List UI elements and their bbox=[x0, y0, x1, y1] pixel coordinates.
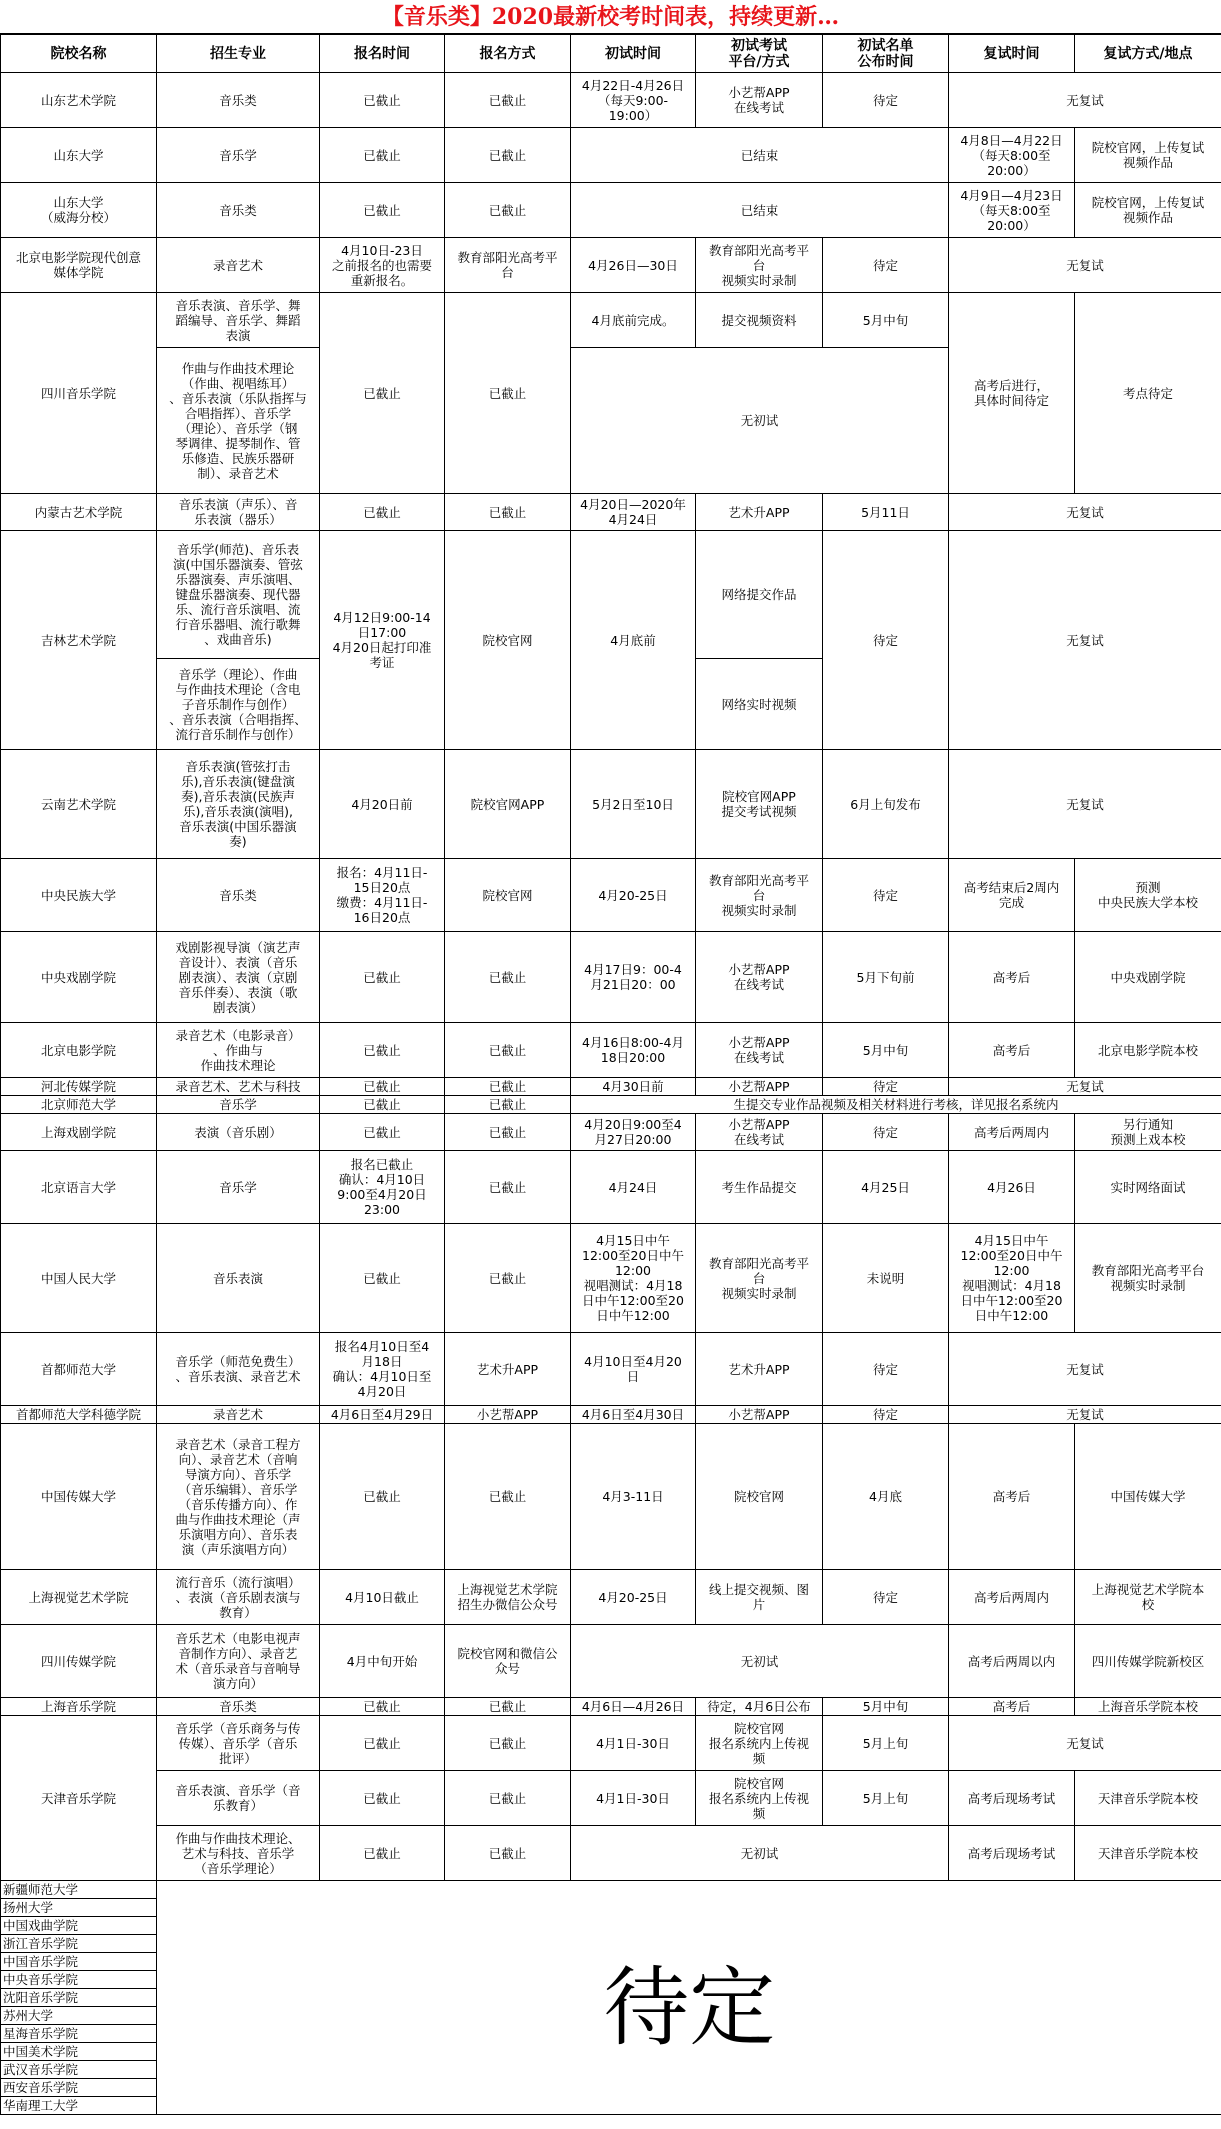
table-cell: 已截止 bbox=[320, 73, 445, 128]
table-cell: 4月26日 bbox=[949, 1151, 1075, 1224]
table-cell: 网络实时视频 bbox=[696, 659, 823, 750]
table-cell: 已截止 bbox=[320, 1114, 445, 1151]
table-row bbox=[1, 1826, 1221, 1881]
table-cell: 预测 中央民族大学本校 bbox=[1075, 859, 1221, 932]
table-cell: 已截止 bbox=[445, 1716, 571, 1771]
table-cell: 音乐学（师范免费生） 、音乐表演、录音艺术 bbox=[157, 1333, 320, 1406]
schedule-table bbox=[0, 34, 1221, 2115]
pending-school: 中国美术学院 bbox=[1, 2043, 157, 2061]
table-cell: 已截止 bbox=[320, 1224, 445, 1333]
table-row bbox=[1, 1570, 1221, 1625]
table-cell: 4月30日前 bbox=[571, 1078, 696, 1096]
table-cell: 院校官网APP 提交考试视频 bbox=[696, 750, 823, 859]
table-cell: 院校官网APP bbox=[445, 750, 571, 859]
table-cell: 音乐表演、音乐学、舞 蹈编导、音乐学、舞蹈 表演 bbox=[157, 293, 320, 348]
pending-school: 中国戏曲学院 bbox=[1, 1917, 157, 1935]
pending-label: 待定 bbox=[157, 1881, 1221, 2115]
table-cell: 5月上旬 bbox=[823, 1716, 949, 1771]
table-cell: 报名4月10日至4 月18日 确认：4月10日至 4月20日 bbox=[320, 1333, 445, 1406]
table-cell: 录音艺术 bbox=[157, 238, 320, 293]
table-row bbox=[1, 1716, 1221, 1771]
table-cell: 无复试 bbox=[949, 531, 1221, 750]
table-cell: 艺术升APP bbox=[696, 1333, 823, 1406]
table-cell: 山东艺术学院 bbox=[1, 73, 157, 128]
table-cell: 艺术升APP bbox=[696, 494, 823, 531]
table-cell: 4月6日至4月30日 bbox=[571, 1406, 696, 1424]
table-cell: 5月中旬 bbox=[823, 1023, 949, 1078]
table-body bbox=[1, 73, 1221, 2115]
table-row bbox=[1, 750, 1221, 859]
table-cell: 已截止 bbox=[320, 1716, 445, 1771]
table-row bbox=[1, 1625, 1221, 1698]
table-cell: 5月下旬前 bbox=[823, 932, 949, 1023]
table-cell: 待定 bbox=[823, 1406, 949, 1424]
table-cell: 已截止 bbox=[320, 183, 445, 238]
table-cell: 音乐表演、音乐学（音 乐教育） bbox=[157, 1771, 320, 1826]
table-row bbox=[1, 238, 1221, 293]
table-cell: 6月上旬发布 bbox=[823, 750, 949, 859]
table-cell: 已结束 bbox=[571, 183, 949, 238]
table-cell: 山东大学 bbox=[1, 128, 157, 183]
table-cell: 已截止 bbox=[445, 1771, 571, 1826]
page-title: 【音乐类】2020最新校考时间表，持续更新… bbox=[0, 0, 1221, 34]
table-row bbox=[1, 293, 1221, 348]
table-cell: 北京语言大学 bbox=[1, 1151, 157, 1224]
table-cell: 音乐艺术（电影电视声 音制作方向）、录音艺 术（音乐录音与音响导 演方向） bbox=[157, 1625, 320, 1698]
table-cell: 已截止 bbox=[320, 1078, 445, 1096]
column-header: 复试时间 bbox=[949, 35, 1075, 73]
table-cell: 院校官网和微信公 众号 bbox=[445, 1625, 571, 1698]
table-cell: 录音艺术、艺术与科技 bbox=[157, 1078, 320, 1096]
table-cell: 教育部阳光高考平台 视频实时录制 bbox=[1075, 1224, 1221, 1333]
table-cell: 4月6日—4月26日 bbox=[571, 1698, 696, 1716]
table-cell: 录音艺术（电影录音） 、作曲与 作曲技术理论 bbox=[157, 1023, 320, 1078]
table-cell: 已截止 bbox=[445, 1023, 571, 1078]
table-cell: 高考后 bbox=[949, 1698, 1075, 1716]
table-row bbox=[1, 1333, 1221, 1406]
table-cell: 待定 bbox=[823, 73, 949, 128]
table-cell: 已截止 bbox=[320, 1424, 445, 1570]
table-cell: 院校官网 bbox=[445, 859, 571, 932]
table-cell: 小艺帮APP bbox=[696, 1406, 823, 1424]
table-cell: 教育部阳光高考平 台 视频实时录制 bbox=[696, 238, 823, 293]
table-cell: 中央戏剧学院 bbox=[1075, 932, 1221, 1023]
table-row bbox=[1, 1023, 1221, 1078]
table-cell: 4月底 bbox=[823, 1424, 949, 1570]
pending-school: 苏州大学 bbox=[1, 2007, 157, 2025]
table-cell: 中央戏剧学院 bbox=[1, 932, 157, 1023]
table-cell: 待定 bbox=[823, 1333, 949, 1406]
table-row bbox=[1, 73, 1221, 128]
table-cell: 音乐表演 bbox=[157, 1224, 320, 1333]
table-row bbox=[1, 128, 1221, 183]
table-cell: 已截止 bbox=[445, 183, 571, 238]
table-row bbox=[1, 494, 1221, 531]
table-cell: 4月中旬开始 bbox=[320, 1625, 445, 1698]
pending-school: 扬州大学 bbox=[1, 1899, 157, 1917]
table-cell: 待定，4月6日公布 bbox=[696, 1698, 823, 1716]
pending-school: 浙江音乐学院 bbox=[1, 1935, 157, 1953]
table-cell: 4月底前完成。 bbox=[571, 293, 696, 348]
table-row bbox=[1, 183, 1221, 238]
table-cell: 4月16日8:00-4月 18日20:00 bbox=[571, 1023, 696, 1078]
table-cell: 待定 bbox=[823, 238, 949, 293]
table-cell: 已截止 bbox=[445, 73, 571, 128]
table-cell: 5月11日 bbox=[823, 494, 949, 531]
table-row bbox=[1, 1406, 1221, 1424]
table-cell: 4月8日—4月22日 （每天8:00至 20:00） bbox=[949, 128, 1075, 183]
table-cell: 院校官网 bbox=[696, 1424, 823, 1570]
pending-school: 西安音乐学院 bbox=[1, 2079, 157, 2097]
table-cell: 音乐学(师范)、音乐表 演(中国乐器演奏、管弦 乐器演奏、声乐演唱、 键盘乐器演奏、现代器 乐、流行音乐演唱、流 行音乐器唱、流行歌舞 、戏曲音乐) bbox=[157, 531, 320, 659]
table-cell: 4月10日截止 bbox=[320, 1570, 445, 1625]
table-cell: 北京师范大学 bbox=[1, 1096, 157, 1114]
table-cell: 无初试 bbox=[571, 1826, 949, 1881]
table-cell: 无复试 bbox=[949, 494, 1221, 531]
table-cell: 无复试 bbox=[949, 1406, 1221, 1424]
column-header: 报名时间 bbox=[320, 35, 445, 73]
table-cell: 高考结束后2周内 完成 bbox=[949, 859, 1075, 932]
table-cell: 天津音乐学院本校 bbox=[1075, 1771, 1221, 1826]
table-cell: 提交视频资料 bbox=[696, 293, 823, 348]
table-cell: 4月1日-30日 bbox=[571, 1716, 696, 1771]
table-cell: 作曲与作曲技术理论 （作曲、视唱练耳） 、音乐表演（乐队指挥与 合唱指挥）、音乐学 （理论）、音乐学（钢 琴调律、提琴制作、管 乐修造、民族乐器研 制）、录音艺术 bbox=[157, 348, 320, 494]
table-cell: 已截止 bbox=[320, 1023, 445, 1078]
table-cell: 4月3-11日 bbox=[571, 1424, 696, 1570]
table-cell: 院校官网 bbox=[445, 531, 571, 750]
table-cell: 无复试 bbox=[949, 1333, 1221, 1406]
table-cell: 4月15日中午 12:00至20日中午 12:00 视唱测试：4月18 日中午12:00至20 日中午12:00 bbox=[949, 1224, 1075, 1333]
table-cell: 4月25日 bbox=[823, 1151, 949, 1224]
table-cell: 已截止 bbox=[320, 128, 445, 183]
table-cell: 表演（音乐剧） bbox=[157, 1114, 320, 1151]
table-cell: 网络提交作品 bbox=[696, 531, 823, 659]
table-cell: 4月12日9:00-14 日17:00 4月20日起打印准 考证 bbox=[320, 531, 445, 750]
column-header: 报名方式 bbox=[445, 35, 571, 73]
table-cell: 4月20日—2020年 4月24日 bbox=[571, 494, 696, 531]
table-cell: 音乐表演(管弦打击 乐),音乐表演(键盘演 奏),音乐表演(民族声 乐),音乐表演(演唱), 音乐表演(中国乐器演 奏) bbox=[157, 750, 320, 859]
table-cell: 无复试 bbox=[949, 1078, 1221, 1096]
table-cell: 已截止 bbox=[445, 1078, 571, 1096]
table-row bbox=[1, 1078, 1221, 1096]
table-cell: 四川音乐学院 bbox=[1, 293, 157, 494]
table-cell: 北京电影学院现代创意 媒体学院 bbox=[1, 238, 157, 293]
table-cell: 4月1日-30日 bbox=[571, 1771, 696, 1826]
table-cell: 4月10日至4月20 日 bbox=[571, 1333, 696, 1406]
table-cell: 小艺帮APP bbox=[445, 1406, 571, 1424]
column-header: 复试方式/地点 bbox=[1075, 35, 1221, 73]
table-cell: 天津音乐学院本校 bbox=[1075, 1826, 1221, 1881]
table-cell: 河北传媒学院 bbox=[1, 1078, 157, 1096]
table-cell: 无复试 bbox=[949, 238, 1221, 293]
table-cell: 音乐学 bbox=[157, 1151, 320, 1224]
table-cell: 音乐类 bbox=[157, 1698, 320, 1716]
pending-school: 中国音乐学院 bbox=[1, 1953, 157, 1971]
table-cell: 高考后两周内 bbox=[949, 1570, 1075, 1625]
table-cell: 上海视觉艺术学院本 校 bbox=[1075, 1570, 1221, 1625]
table-cell: 高考后两周内 bbox=[949, 1114, 1075, 1151]
table-cell: 音乐类 bbox=[157, 183, 320, 238]
table-cell: 内蒙古艺术学院 bbox=[1, 494, 157, 531]
table-cell: 已截止 bbox=[320, 1698, 445, 1716]
table-cell: 4月17日9：00-4 月21日20：00 bbox=[571, 932, 696, 1023]
table-cell: 5月中旬 bbox=[823, 293, 949, 348]
table-cell: 另行通知 预测上戏本校 bbox=[1075, 1114, 1221, 1151]
table-cell: 上海音乐学院本校 bbox=[1075, 1698, 1221, 1716]
table-cell: 4月底前 bbox=[571, 531, 696, 750]
table-cell: 上海视觉艺术学院 bbox=[1, 1570, 157, 1625]
table-cell: 待定 bbox=[823, 1114, 949, 1151]
table-cell: 小艺帮APP 在线考试 bbox=[696, 1023, 823, 1078]
table-cell: 已截止 bbox=[320, 1826, 445, 1881]
table-row bbox=[1, 1096, 1221, 1114]
table-cell: 考生作品提交 bbox=[696, 1151, 823, 1224]
table-cell: 高考后 bbox=[949, 932, 1075, 1023]
table-row bbox=[1, 1151, 1221, 1224]
table-cell: 已截止 bbox=[445, 932, 571, 1023]
table-cell: 待定 bbox=[823, 1570, 949, 1625]
table-cell: 上海戏剧学院 bbox=[1, 1114, 157, 1151]
table-cell: 高考后 bbox=[949, 1023, 1075, 1078]
pending-row bbox=[1, 1881, 1221, 1899]
pending-school: 星海音乐学院 bbox=[1, 2025, 157, 2043]
table-cell: 中国传媒大学 bbox=[1, 1424, 157, 1570]
table-cell: 报名：4月11日- 15日20点 缴费：4月11日- 16日20点 bbox=[320, 859, 445, 932]
table-cell: 已截止 bbox=[445, 494, 571, 531]
table-cell: 报名已截止 确认：4月10日 9:00至4月20日 23:00 bbox=[320, 1151, 445, 1224]
table-cell: 小艺帮APP 在线考试 bbox=[696, 932, 823, 1023]
column-header: 初试名单 公布时间 bbox=[823, 35, 949, 73]
table-row bbox=[1, 1224, 1221, 1333]
table-cell: 4月22日-4月26日 （每天9:00- 19:00） bbox=[571, 73, 696, 128]
table-cell: 4月26日—30日 bbox=[571, 238, 696, 293]
table-cell: 高考后现场考试 bbox=[949, 1771, 1075, 1826]
pending-school: 武汉音乐学院 bbox=[1, 2061, 157, 2079]
table-cell: 4月15日中午 12:00至20日中午 12:00 视唱测试：4月18 日中午12:00至20 日中午12:00 bbox=[571, 1224, 696, 1333]
table-cell: 中国人民大学 bbox=[1, 1224, 157, 1333]
table-cell: 高考后两周以内 bbox=[949, 1625, 1075, 1698]
table-cell: 无复试 bbox=[949, 750, 1221, 859]
table-cell: 天津音乐学院 bbox=[1, 1716, 157, 1881]
column-header: 招生专业 bbox=[157, 35, 320, 73]
table-cell: 已截止 bbox=[320, 1771, 445, 1826]
table-cell: 已截止 bbox=[320, 932, 445, 1023]
table-cell: 5月上旬 bbox=[823, 1771, 949, 1826]
table-cell: 教育部阳光高考平 台 视频实时录制 bbox=[696, 859, 823, 932]
table-cell: 已截止 bbox=[445, 128, 571, 183]
table-cell: 已截止 bbox=[445, 293, 571, 494]
table-cell: 已截止 bbox=[445, 1826, 571, 1881]
table-cell: 音乐表演（声乐）、音 乐表演（器乐） bbox=[157, 494, 320, 531]
table-cell: 院校官网 报名系统内上传视 频 bbox=[696, 1716, 823, 1771]
table-row bbox=[1, 1771, 1221, 1826]
table-cell: 音乐学 bbox=[157, 128, 320, 183]
table-cell: 教育部阳光高考平 台 视频实时录制 bbox=[696, 1224, 823, 1333]
table-cell: 吉林艺术学院 bbox=[1, 531, 157, 750]
table-cell: 北京电影学院 bbox=[1, 1023, 157, 1078]
table-cell: 作曲与作曲技术理论、 艺术与科技、音乐学 （音乐学理论） bbox=[157, 1826, 320, 1881]
table-cell: 已截止 bbox=[445, 1698, 571, 1716]
table-cell: 已结束 bbox=[571, 128, 949, 183]
table-cell: 已截止 bbox=[445, 1151, 571, 1224]
table-cell: 线上提交视频、图 片 bbox=[696, 1570, 823, 1625]
table-cell: 上海音乐学院 bbox=[1, 1698, 157, 1716]
table-cell: 已截止 bbox=[320, 1096, 445, 1114]
table-cell: 中国传媒大学 bbox=[1075, 1424, 1221, 1570]
table-cell: 4月6日至4月29日 bbox=[320, 1406, 445, 1424]
table-cell: 艺术升APP bbox=[445, 1333, 571, 1406]
table-row bbox=[1, 1424, 1221, 1570]
pending-school: 华南理工大学 bbox=[1, 2097, 157, 2115]
table-row bbox=[1, 1114, 1221, 1151]
table-cell: 院校官网，上传复试 视频作品 bbox=[1075, 128, 1221, 183]
column-header: 院校名称 bbox=[1, 35, 157, 73]
table-cell: 5月中旬 bbox=[823, 1698, 949, 1716]
table-cell: 4月20-25日 bbox=[571, 1570, 696, 1625]
table-cell: 4月20-25日 bbox=[571, 859, 696, 932]
table-cell: 高考后进行， 具体时间待定 bbox=[949, 293, 1075, 494]
table-cell: 待定 bbox=[823, 531, 949, 750]
table-cell: 流行音乐（流行演唱） 、表演（音乐剧表演与 教育） bbox=[157, 1570, 320, 1625]
table-cell: 小艺帮APP 在线考试 bbox=[696, 73, 823, 128]
table-cell: 生提交专业作品视频及相关材料进行考核，详见报名系统内 bbox=[571, 1096, 1221, 1114]
header-row bbox=[1, 35, 1221, 73]
pending-school: 新疆师范大学 bbox=[1, 1881, 157, 1899]
table-cell: 已截止 bbox=[445, 1096, 571, 1114]
table-cell: 4月24日 bbox=[571, 1151, 696, 1224]
table-cell: 院校官网，上传复试 视频作品 bbox=[1075, 183, 1221, 238]
table-cell: 中央民族大学 bbox=[1, 859, 157, 932]
table-cell: 高考后现场考试 bbox=[949, 1826, 1075, 1881]
table-cell: 已截止 bbox=[445, 1224, 571, 1333]
table-cell: 小艺帮APP bbox=[696, 1078, 823, 1096]
table-cell: 待定 bbox=[823, 1078, 949, 1096]
table-cell: 音乐类 bbox=[157, 859, 320, 932]
table-cell: 音乐学（理论）、作曲 与作曲技术理论（含电 子音乐制作与创作） 、音乐表演（合唱指挥、 流行音乐制作与创作） bbox=[157, 659, 320, 750]
table-cell: 山东大学 （威海分校） bbox=[1, 183, 157, 238]
table-cell: 实时网络面试 bbox=[1075, 1151, 1221, 1224]
table-cell: 音乐学（音乐商务与传 传媒）、音乐学（音乐 批评） bbox=[157, 1716, 320, 1771]
table-cell: 4月20日前 bbox=[320, 750, 445, 859]
table-cell: 戏剧影视导演（演艺声 音设计）、表演（音乐 剧表演）、表演（京剧 音乐伴奏）、表演（歌 剧表演） bbox=[157, 932, 320, 1023]
pending-school: 中央音乐学院 bbox=[1, 1971, 157, 1989]
pending-school: 沈阳音乐学院 bbox=[1, 1989, 157, 2007]
table-cell: 4月20日9:00至4 月27日20:00 bbox=[571, 1114, 696, 1151]
table-cell: 4月9日—4月23日 （每天8:00至 20:00） bbox=[949, 183, 1075, 238]
table-cell: 教育部阳光高考平 台 bbox=[445, 238, 571, 293]
table-row bbox=[1, 1698, 1221, 1716]
column-header: 初试时间 bbox=[571, 35, 696, 73]
table-cell: 考点待定 bbox=[1075, 293, 1221, 494]
table-cell: 北京电影学院本校 bbox=[1075, 1023, 1221, 1078]
table-cell: 待定 bbox=[823, 859, 949, 932]
table-cell: 已截止 bbox=[445, 1424, 571, 1570]
table-cell: 无初试 bbox=[571, 348, 949, 494]
table-row bbox=[1, 859, 1221, 932]
table-cell: 上海视觉艺术学院 招生办微信公众号 bbox=[445, 1570, 571, 1625]
table-cell: 音乐学 bbox=[157, 1096, 320, 1114]
table-cell: 首都师范大学 bbox=[1, 1333, 157, 1406]
table-cell: 已截止 bbox=[320, 494, 445, 531]
table-cell: 院校官网 报名系统内上传视 频 bbox=[696, 1771, 823, 1826]
table-cell: 小艺帮APP 在线考试 bbox=[696, 1114, 823, 1151]
table-row bbox=[1, 932, 1221, 1023]
table-cell: 已截止 bbox=[320, 293, 445, 494]
table-cell: 无复试 bbox=[949, 73, 1221, 128]
table-row bbox=[1, 531, 1221, 659]
table-cell: 云南艺术学院 bbox=[1, 750, 157, 859]
table-cell: 录音艺术（录音工程方 向）、录音艺术（音响 导演方向）、音乐学 （音乐编辑）、音乐学 （音乐传播方向）、作 曲与作曲技术理论（声 乐演唱方向）、音乐表 演（声乐演唱方向） bbox=[157, 1424, 320, 1570]
column-header: 初试考试 平台/方式 bbox=[696, 35, 823, 73]
table-cell: 4月10日-23日 之前报名的也需要 重新报名。 bbox=[320, 238, 445, 293]
table-cell: 音乐类 bbox=[157, 73, 320, 128]
table-cell: 首都师范大学科德学院 bbox=[1, 1406, 157, 1424]
table-cell: 无初试 bbox=[571, 1625, 949, 1698]
table-cell: 5月2日至10日 bbox=[571, 750, 696, 859]
table-cell: 录音艺术 bbox=[157, 1406, 320, 1424]
table-cell: 四川传媒学院 bbox=[1, 1625, 157, 1698]
table-cell: 四川传媒学院新校区 bbox=[1075, 1625, 1221, 1698]
table-cell: 已截止 bbox=[445, 1114, 571, 1151]
table-cell: 高考后 bbox=[949, 1424, 1075, 1570]
table-cell: 未说明 bbox=[823, 1224, 949, 1333]
table-cell: 无复试 bbox=[949, 1716, 1221, 1771]
